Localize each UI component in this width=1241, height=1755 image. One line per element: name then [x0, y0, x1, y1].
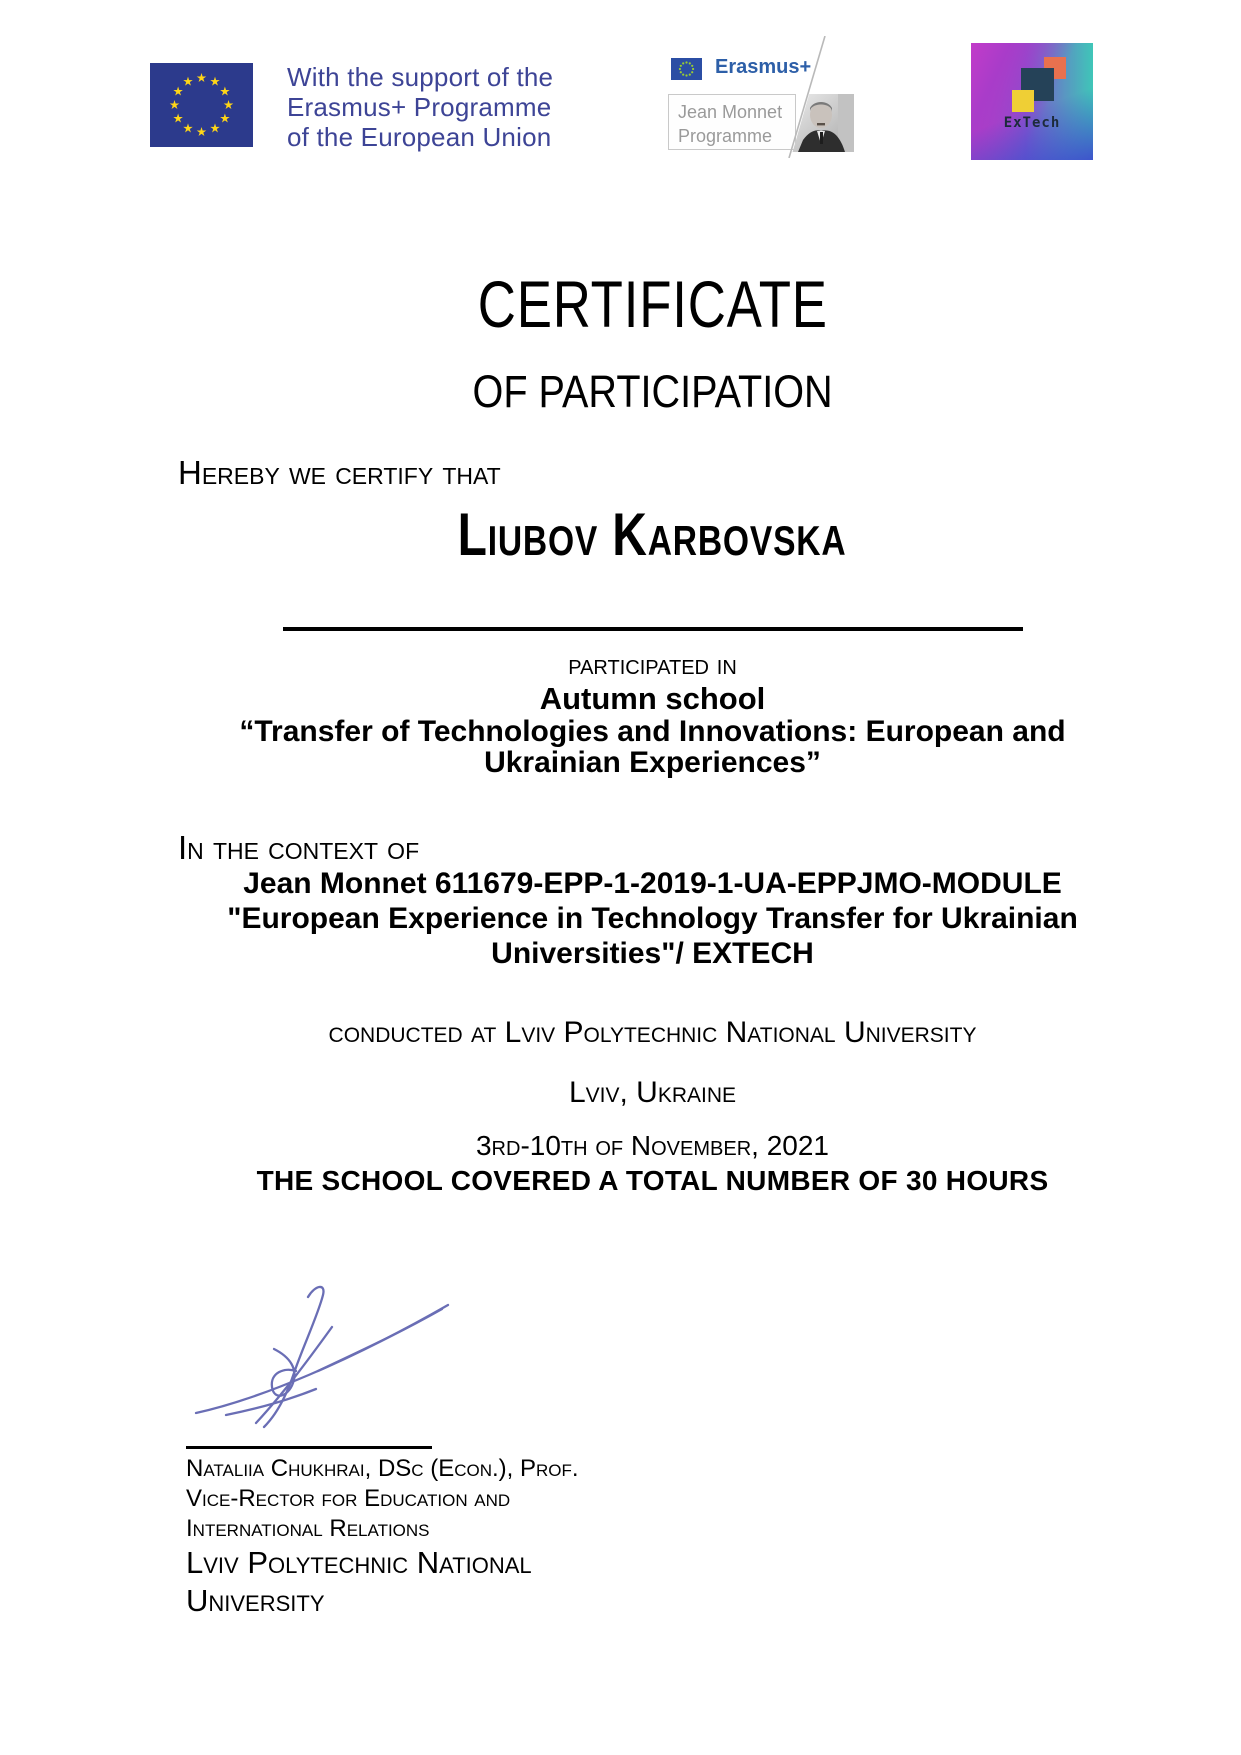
recipient-name: Liubov Karbovska [458, 501, 847, 568]
jean-monnet-programme-logo [665, 36, 863, 158]
logo-diagonal-divider [665, 36, 863, 158]
jean-monnet-line: Jean Monnet [678, 102, 783, 122]
date-line: 3rd-10th of November, 2021 [475, 1130, 829, 1161]
erasmus-brand-text: Erasmus+ [715, 56, 812, 78]
certificate-title: CERTIFICATE [477, 267, 828, 341]
extech-label: ExTech [1003, 115, 1061, 131]
certificate-subtitle: OF PARTICIPATION [472, 366, 833, 417]
event-title-line: “Transfer of Technologies and Innovations: European and [239, 715, 1066, 748]
jean-monnet-line: Programme [678, 126, 773, 146]
event-title-line: Ukrainian Experiences” [484, 746, 821, 779]
location-line: Lviv, Ukraine [568, 1076, 737, 1109]
signatory-role-line: Vice-Rector for Education and [186, 1485, 511, 1512]
extech-yellow-square [1012, 90, 1034, 112]
event-name: Autumn school [539, 681, 766, 716]
hours-line: THE SCHOOL COVERED A TOTAL NUMBER OF 30 HOURS [256, 1165, 1049, 1196]
eu-support-caption [287, 62, 553, 152]
event-title [64, 716, 1241, 778]
eu-support-caption-line: Erasmus+ Programme [287, 92, 552, 122]
signatory-name: Nataliia Chukhrai, DSc (Econ.), Prof. [186, 1455, 579, 1482]
signature-line [186, 1446, 432, 1449]
name-underline [283, 627, 1023, 631]
extech-logo [971, 43, 1093, 160]
context-label: In the context of [178, 829, 420, 866]
signatory-role-line: International Relations [186, 1515, 430, 1542]
signatory-organization-line: Lviv Polytechnic National [186, 1545, 532, 1580]
signatory-organization-line: University [186, 1583, 325, 1618]
eu-support-caption-line: With the support of the [287, 62, 554, 92]
eu-flag-logo [150, 63, 253, 147]
handwritten-signature [190, 1275, 460, 1440]
module-title [64, 866, 1241, 971]
participated-label: participated in [568, 649, 737, 680]
signatory-block [186, 1454, 606, 1620]
module-title-line: "European Experience in Technology Transfer for Ukrainian [227, 902, 1078, 935]
hereby-line: Hereby we certify that [178, 454, 501, 491]
eu-support-caption-line: of the European Union [287, 122, 552, 152]
module-title-line: Universities"/ EXTECH [491, 937, 814, 970]
conducted-at-line: conducted at Lviv Polytechnic National University [328, 1016, 977, 1049]
module-title-line: Jean Monnet 611679-EPP-1-2019-1-UA-EPPJMO-MODULE [243, 867, 1062, 900]
